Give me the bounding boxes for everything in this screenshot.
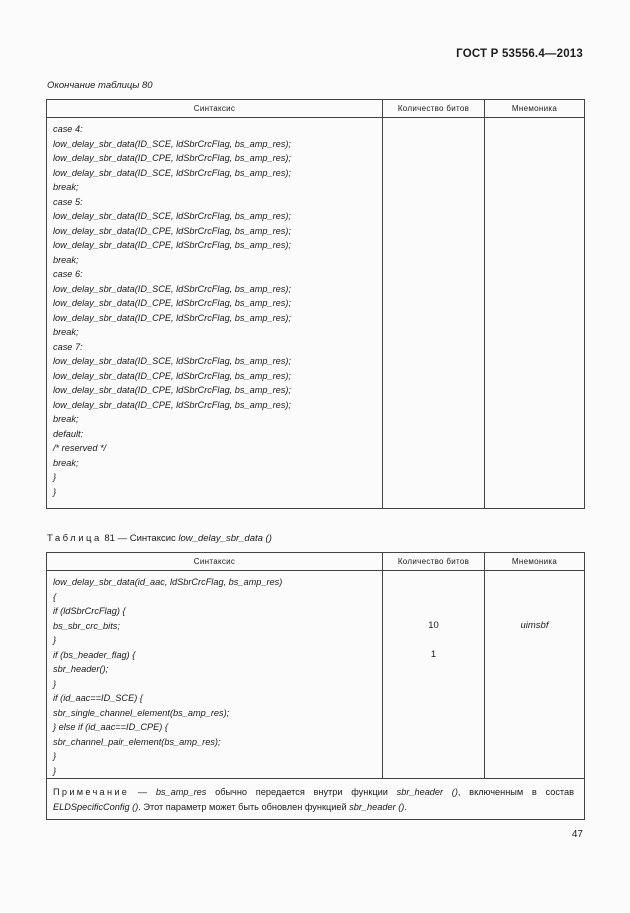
syntax-line: low_delay_sbr_data(ID_CPE, ldSbrCrcFlag, bs_amp_res); — [53, 240, 291, 250]
table80-mnemonic-cell — [485, 118, 585, 509]
table81-note-row — [47, 779, 585, 820]
syntax-line: } — [53, 751, 57, 761]
note-lead: Примечание — [53, 787, 130, 797]
syntax-line: sbr_single_channel_element(bs_amp_res); — [53, 707, 230, 718]
column-header-syntax: Синтаксис — [47, 553, 383, 571]
syntax-line: } — [53, 486, 57, 497]
syntax-line: sbr_header(); — [53, 664, 109, 674]
note-text-4: . — [404, 801, 407, 812]
syntax-line: { — [53, 591, 57, 602]
table81-header-row — [47, 553, 585, 571]
table80-bits-cell — [383, 118, 485, 509]
syntax-line: } — [53, 765, 57, 776]
syntax-line: low_delay_sbr_data(ID_CPE, ldSbrCrcFlag, bs_amp_res); — [53, 298, 291, 308]
syntax-line: low_delay_sbr_data(ID_CPE, ldSbrCrcFlag, bs_amp_res); — [53, 399, 291, 410]
note-text-2: , включенным в состав — [457, 787, 575, 797]
syntax-line: low_delay_sbr_data(ID_CPE, ldSbrCrcFlag, bs_amp_res); — [53, 370, 291, 381]
bits-value: 1 — [430, 648, 437, 660]
bits-value: 10 — [428, 619, 439, 631]
syntax-line: low_delay_sbr_data(ID_CPE, ldSbrCrcFlag, bs_amp_res); — [53, 153, 291, 163]
syntax-line: bs_sbr_crc_bits; — [53, 620, 120, 631]
syntax-line: } — [53, 472, 57, 482]
table80 — [46, 99, 585, 509]
note-term-sbr-header: sbr_header () — [396, 787, 458, 797]
table81-syntax-cell — [47, 571, 383, 779]
table81-caption-func: low_delay_sbr_data () — [178, 533, 272, 544]
syntax-line: sbr_channel_pair_element(bs_amp_res); — [53, 736, 221, 747]
syntax-line: } — [53, 635, 57, 645]
note-term-eld-specific-config: ELDSpecificConfig () — [53, 801, 139, 812]
syntax-line: if (bs_header_flag) { — [53, 649, 136, 660]
note-text-3: . Этот параметр может быть обновлен функцией — [138, 801, 350, 812]
table80-syntax-code — [47, 118, 382, 499]
syntax-line: low_delay_sbr_data(ID_SCE, ldSbrCrcFlag, bs_amp_res); — [53, 211, 291, 221]
syntax-line: low_delay_sbr_data(ID_CPE, ldSbrCrcFlag, bs_amp_res); — [53, 225, 291, 236]
syntax-line: case 5: — [53, 196, 83, 207]
syntax-line: low_delay_sbr_data(ID_SCE, ldSbrCrcFlag, bs_amp_res); — [53, 167, 291, 178]
column-header-syntax: Синтаксис — [47, 100, 383, 118]
syntax-line: break; — [53, 457, 79, 468]
table80-caption: Окончание таблицы 80 — [47, 80, 153, 91]
table81 — [46, 552, 585, 820]
table81-mnemonic-cell — [485, 571, 585, 779]
table80-syntax-cell — [47, 118, 383, 509]
table81-bits-cell — [383, 571, 485, 779]
syntax-line: case 6: — [53, 269, 83, 279]
table80-header-row — [47, 100, 585, 118]
syntax-line: if (id_aac==ID_SCE) { — [53, 693, 143, 703]
syntax-line: } — [53, 678, 57, 689]
column-header-mnemonic: Мнемоника — [485, 553, 585, 571]
syntax-line: case 4: — [53, 124, 83, 134]
syntax-line: } else if (id_aac==ID_CPE) { — [53, 722, 168, 732]
syntax-line: low_delay_sbr_data(ID_SCE, ldSbrCrcFlag, bs_amp_res); — [53, 138, 291, 149]
note-term-bs-amp-res: bs_amp_res — [155, 787, 207, 797]
table81-caption-title: — Синтаксис — [117, 533, 176, 544]
table81-caption-number: 81 — [104, 533, 115, 544]
table81-caption-prefix: Таблица — [47, 533, 102, 544]
note-text-1: обычно передается внутри функции — [206, 787, 397, 797]
table81-caption — [47, 533, 272, 544]
table81-syntax-code — [47, 571, 382, 778]
syntax-line: break; — [53, 414, 79, 424]
note-dash: — — [129, 787, 156, 797]
syntax-line: break; — [53, 327, 79, 337]
syntax-line: if (ldSbrCrcFlag) { — [53, 606, 126, 616]
note-term-sbr-header-2: sbr_header () — [349, 801, 405, 812]
table81-body-row — [47, 571, 585, 779]
column-header-bits: Количество битов — [383, 100, 485, 118]
column-header-bits: Количество битов — [383, 553, 485, 571]
syntax-line: low_delay_sbr_data(ID_SCE, ldSbrCrcFlag, bs_amp_res); — [53, 283, 291, 294]
table80-body-row — [47, 118, 585, 509]
column-header-mnemonic: Мнемоника — [485, 100, 585, 118]
syntax-line: low_delay_sbr_data(ID_CPE, ldSbrCrcFlag, bs_amp_res); — [53, 385, 291, 395]
syntax-line: low_delay_sbr_data(id_aac, ldSbrCrcFlag, bs_amp_res) — [53, 577, 283, 587]
page-number: 47 — [571, 829, 583, 840]
syntax-line: /* reserved */ — [53, 443, 107, 453]
syntax-line: break; — [53, 254, 79, 265]
table81-note — [47, 779, 584, 819]
document-id: ГОСТ Р 53556.4—2013 — [456, 48, 583, 60]
syntax-line: case 7: — [53, 341, 83, 352]
syntax-line: default: — [53, 428, 84, 439]
mnemonic-value: uimsbf — [520, 619, 549, 631]
syntax-line: break; — [53, 182, 79, 192]
syntax-line: low_delay_sbr_data(ID_SCE, ldSbrCrcFlag, bs_amp_res); — [53, 356, 291, 366]
syntax-line: low_delay_sbr_data(ID_CPE, ldSbrCrcFlag, bs_amp_res); — [53, 312, 291, 323]
table81-note-cell — [47, 779, 585, 820]
